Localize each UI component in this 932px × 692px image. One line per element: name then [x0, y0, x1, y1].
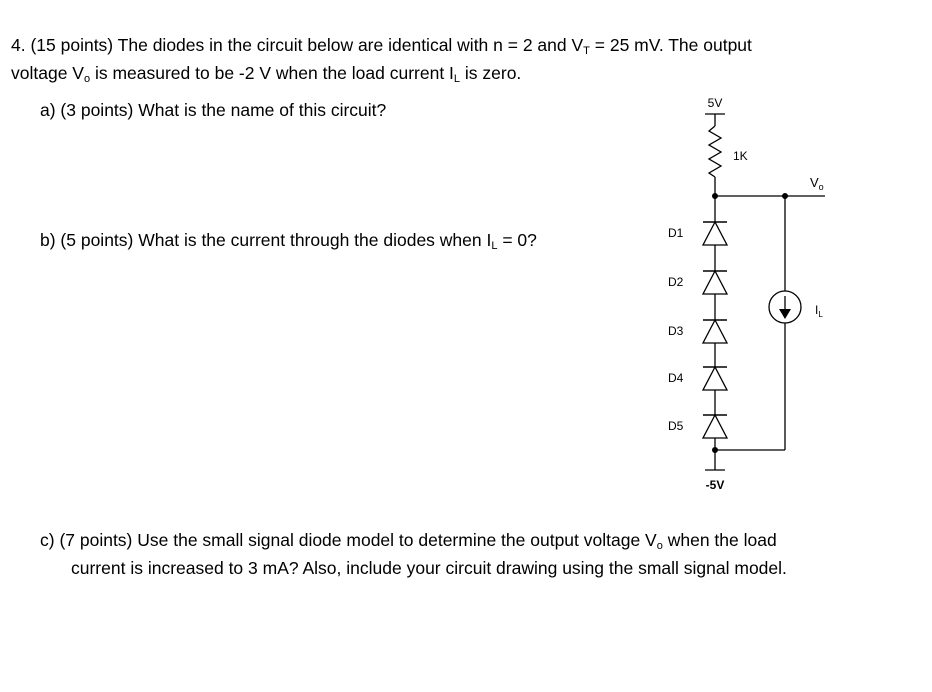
part-b-question: b) (5 points) What is the current through the diodes when $I_L = 0$? — [40, 230, 537, 252]
diode-label: D2 — [668, 275, 684, 289]
diode-d1 — [668, 222, 727, 271]
diode-label: D1 — [668, 226, 684, 240]
diode-triangle — [703, 320, 727, 343]
output-voltage-label: $V_o$ — [810, 175, 824, 192]
resistor-label: 1K — [733, 149, 748, 163]
diode-triangle — [703, 222, 727, 245]
part-c-line-1: c) (7 points) Use the small signal diode model to determine the output voltage $V_o$ when the load — [40, 530, 777, 552]
question-line-1: 4. (15 points) The diodes in the circuit below are identical with n = 2 and $V_T = 25$ mV. The output — [11, 35, 752, 57]
diode-label: D5 — [668, 419, 684, 433]
diode-d2 — [668, 271, 727, 320]
part-c-line-2: current is increased to 3 mA? Also, include your circuit drawing using the small signal model. — [71, 558, 787, 578]
resistor-1k — [709, 126, 721, 177]
diode-d4 — [668, 367, 727, 415]
diode-triangle — [703, 367, 727, 390]
diode-triangle — [703, 271, 727, 294]
part-a-question: a) (3 points) What is the name of this circuit? — [40, 100, 387, 120]
diode-label: D3 — [668, 324, 684, 338]
load-current-label: $I_L$ — [815, 303, 823, 319]
node-output-right — [782, 193, 788, 199]
diode-chain — [668, 222, 727, 438]
diode-triangle — [703, 415, 727, 438]
supply-bottom-label: -5V — [705, 478, 725, 492]
diode-d5 — [668, 415, 727, 438]
current-arrow-head — [779, 309, 791, 319]
question-line-2: voltage $V_o$ is measured to be -2 V when the load current $I_L$ is zero. — [11, 63, 522, 85]
diode-label: D4 — [668, 371, 684, 385]
supply-top-label: 5V — [707, 96, 723, 110]
diode-d3 — [668, 320, 727, 367]
node-output-left — [712, 193, 718, 199]
node-bottom — [712, 447, 718, 453]
